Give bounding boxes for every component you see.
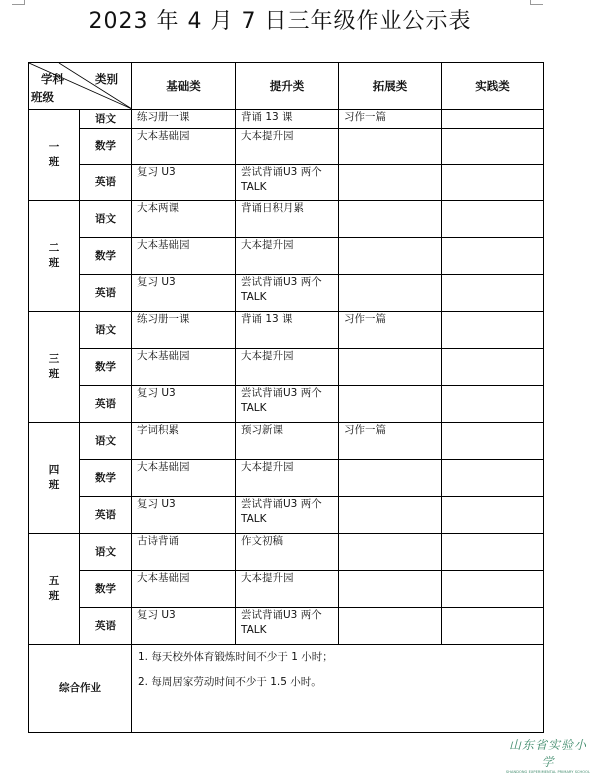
- homework-cell: 尝试背诵U3 两个 TALK: [236, 386, 339, 423]
- subject-cell: 英语: [80, 165, 132, 201]
- class-name-cell: 一 班: [29, 110, 80, 201]
- homework-cell: [339, 571, 442, 608]
- header-row: [29, 63, 544, 110]
- homework-cell: [442, 201, 544, 238]
- homework-cell: [442, 110, 544, 129]
- homework-cell: 习作一篇: [339, 423, 442, 460]
- homework-cell: [339, 534, 442, 571]
- homework-cell: 大本提升园: [236, 238, 339, 275]
- homework-cell: [442, 423, 544, 460]
- column-header-basic: 基础类: [132, 63, 236, 110]
- class-name-cell: 三 班: [29, 312, 80, 423]
- homework-cell: 尝试背诵U3 两个 TALK: [236, 275, 339, 312]
- class-name-cell: 五 班: [29, 534, 80, 645]
- homework-cell: 大本提升园: [236, 349, 339, 386]
- homework-cell: [442, 608, 544, 645]
- homework-cell: 古诗背诵: [132, 534, 236, 571]
- summary-item: 1. 每天校外体育锻炼时间不少于 1 小时；: [138, 651, 333, 663]
- homework-cell: [339, 349, 442, 386]
- table-row: [29, 312, 544, 349]
- homework-cell: [339, 608, 442, 645]
- summary-label: 综合作业: [29, 645, 132, 733]
- column-header-practice: 实践类: [442, 63, 544, 110]
- homework-cell: [339, 165, 442, 201]
- summary-content: [132, 645, 544, 733]
- subject-cell: 数学: [80, 460, 132, 497]
- homework-cell: [339, 238, 442, 275]
- class-name-cell: 四 班: [29, 423, 80, 534]
- subject-cell: 数学: [80, 349, 132, 386]
- homework-cell: [442, 460, 544, 497]
- table-row: [29, 201, 544, 238]
- homework-cell: [442, 534, 544, 571]
- homework-cell: 练习册一课: [132, 312, 236, 349]
- table-row: [29, 165, 544, 201]
- homework-cell: 大本基础园: [132, 129, 236, 165]
- homework-cell: 复习 U3: [132, 165, 236, 201]
- homework-cell: 大本提升园: [236, 129, 339, 165]
- homework-cell: [442, 275, 544, 312]
- homework-cell: [442, 312, 544, 349]
- column-header-extension: 拓展类: [339, 63, 442, 110]
- subject-cell: 语文: [80, 110, 132, 129]
- subject-cell: 语文: [80, 423, 132, 460]
- table-row: [29, 110, 544, 129]
- table-row: [29, 423, 544, 460]
- homework-table: [28, 62, 544, 733]
- homework-cell: [442, 238, 544, 275]
- page-title: 2023 年 4 月 7 日三年级作业公示表: [88, 9, 472, 34]
- corner-header-cell: [29, 63, 132, 110]
- homework-cell: 背诵 13 课: [236, 110, 339, 129]
- class-name-cell: 二 班: [29, 201, 80, 312]
- table-row: [29, 129, 544, 165]
- corner-subject-label: 学科: [41, 72, 64, 86]
- homework-cell: 复习 U3: [132, 386, 236, 423]
- homework-cell: [442, 386, 544, 423]
- table-row: [29, 238, 544, 275]
- table-row: [29, 349, 544, 386]
- subject-cell: 英语: [80, 608, 132, 645]
- homework-cell: 背诵日积月累: [236, 201, 339, 238]
- homework-cell: 作文初稿: [236, 534, 339, 571]
- homework-cell: 大本基础园: [132, 349, 236, 386]
- homework-cell: 字词积累: [132, 423, 236, 460]
- homework-cell: 大本基础园: [132, 460, 236, 497]
- homework-cell: 大本基础园: [132, 571, 236, 608]
- corner-category-label: 类别: [95, 72, 118, 86]
- table-row: [29, 275, 544, 312]
- homework-cell: [442, 129, 544, 165]
- summary-row: [29, 645, 544, 733]
- subject-cell: 语文: [80, 534, 132, 571]
- column-header-advanced: 提升类: [236, 63, 339, 110]
- homework-cell: 大本提升园: [236, 571, 339, 608]
- homework-cell: [339, 386, 442, 423]
- homework-cell: [442, 349, 544, 386]
- homework-cell: [339, 497, 442, 534]
- homework-cell: 习作一篇: [339, 110, 442, 129]
- subject-cell: 数学: [80, 571, 132, 608]
- homework-cell: 背诵 13 课: [236, 312, 339, 349]
- homework-cell: [339, 201, 442, 238]
- school-logo: [503, 736, 593, 775]
- homework-cell: 大本基础园: [132, 238, 236, 275]
- homework-cell: 尝试背诵U3 两个 TALK: [236, 608, 339, 645]
- subject-cell: 英语: [80, 497, 132, 534]
- homework-cell: 练习册一课: [132, 110, 236, 129]
- table-row: [29, 497, 544, 534]
- school-logo-chinese: 山东省实验小学: [508, 738, 587, 769]
- homework-cell: [442, 497, 544, 534]
- table-row: [29, 608, 544, 645]
- subject-cell: 语文: [80, 312, 132, 349]
- subject-cell: 语文: [80, 201, 132, 238]
- homework-cell: 预习新课: [236, 423, 339, 460]
- table-row: [29, 534, 544, 571]
- homework-cell: [339, 275, 442, 312]
- corner-class-label: 班级: [31, 90, 54, 104]
- subject-cell: 英语: [80, 386, 132, 423]
- table-row: [29, 386, 544, 423]
- homework-cell: 大本提升园: [236, 460, 339, 497]
- table-row: [29, 460, 544, 497]
- homework-cell: [442, 165, 544, 201]
- homework-cell: 复习 U3: [132, 608, 236, 645]
- homework-cell: [442, 571, 544, 608]
- homework-cell: 复习 U3: [132, 275, 236, 312]
- subject-cell: 数学: [80, 238, 132, 275]
- homework-cell: 尝试背诵U3 两个 TALK: [236, 497, 339, 534]
- homework-cell: 习作一篇: [339, 312, 442, 349]
- subject-cell: 英语: [80, 275, 132, 312]
- homework-cell: 尝试背诵U3 两个 TALK: [236, 165, 339, 201]
- subject-cell: 数学: [80, 129, 132, 165]
- homework-cell: 大本两课: [132, 201, 236, 238]
- homework-cell: [339, 129, 442, 165]
- homework-cell: 复习 U3: [132, 497, 236, 534]
- school-logo-english: SHANDONG EXPERIMENTAL PRIMARY SCHOOL: [505, 770, 591, 774]
- table-row: [29, 571, 544, 608]
- homework-cell: [339, 460, 442, 497]
- summary-item: 2. 每周居家劳动时间不少于 1.5 小时。: [138, 676, 322, 688]
